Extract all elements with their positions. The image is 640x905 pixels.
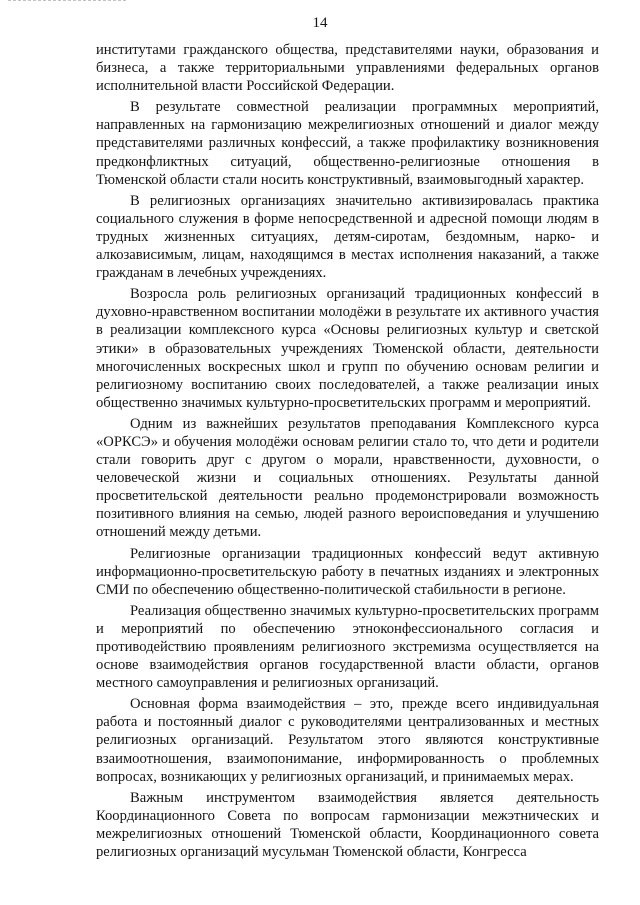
page-number: 14 [312, 15, 328, 31]
paragraph-joint-implementation: В результате совместной реализации программных мероприятий, направленных на гармонизацию межрелигиозных отношений и диалог между представителями различных конфессий, а также профилактику возникновения предконфликтных ситуаций, общественно-религиозные отношения в Тюменской области стали носить конструктивный, взаимовыгодный характер. [96, 99, 599, 188]
paragraph-media-work: Религиозные организации традиционных конфессий ведут активную информационно-просветительскую работу в печатных изданиях и электронных СМИ по обеспечению общественно-политической стабильности в регионе. [96, 545, 599, 598]
paragraph-continuation: институтами гражданского общества, представителями науки, образования и бизнеса, а также территориальными управлениями федеральных органов исполнительной власти Российской Федерации. [96, 42, 599, 95]
scan-artifact-line [8, 0, 126, 4]
document-body [96, 41, 599, 861]
paragraph-coordination-council: Важным инструментом взаимодействия является деятельность Координационного Совета по вопросам гармонизации межэтнических и межрелигиозных отношений Тюменской области, Координационного совета религиозных организаций мусульман Тюменской области, Конгресса [96, 789, 599, 861]
paragraph-youth-education: Возросла роль религиозных организаций традиционных конфессий в духовно-нравственном воспитании молодёжи в результате их активного участия в реализации комплексного курса «Основы религиозных культур и светской этики» в образовательных учреждениях Тюменской области, деятельности многочисленных воскресных школ и групп по обучению основам религии и религиозному воспитанию своих последователей, а также реализации иных общественно значимых культурно-просветительских программ и мероприятий. [96, 286, 599, 411]
paragraph-social-service: В религиозных организациях значительно активизировалась практика социального служения в форме непосредственной и адресной помощи людям в трудных жизненных ситуациях, детям-сиротам, бездомным, нарко- и алкозависимым, лицам, находящимся в местах исполнения наказаний, а также гражданам в лечебных учреждениях. [96, 192, 599, 282]
paragraph-interaction-form: Основная форма взаимодействия – это, прежде всего индивидуальная работа и постоянный диалог с руководителями централизованных и местных религиозных организаций. Результатом этого являются конструктивные взаимоотношения, взаимопонимание, информированность о проблемных вопросах, возникающих у религиозных организаций, и принимаемых мерах. [96, 696, 599, 785]
paragraph-programs-implementation: Реализация общественно значимых культурно-просветительских программ и мероприятий по обеспечению этноконфессионального согласия и противодействию проявлениям религиозного экстремизма осуществляется на основе взаимодействия органов государственной власти области, органов местного самоуправления и религиозных организаций. [96, 602, 599, 692]
paragraph-orkse-results: Одним из важнейших результатов преподавания Комплексного курса «ОРКСЭ» и обучения молодёжи основам религии стало то, что дети и родители стали говорить друг с другом о морали, нравственности, духовности, о человеческой жизни и социальных отношениях. Результаты данной просветительской деятельности реально продемонстрировали возможность позитивного влияния на семью, людей разного вероисповедания и улучшению отношений между детьми. [96, 415, 599, 541]
